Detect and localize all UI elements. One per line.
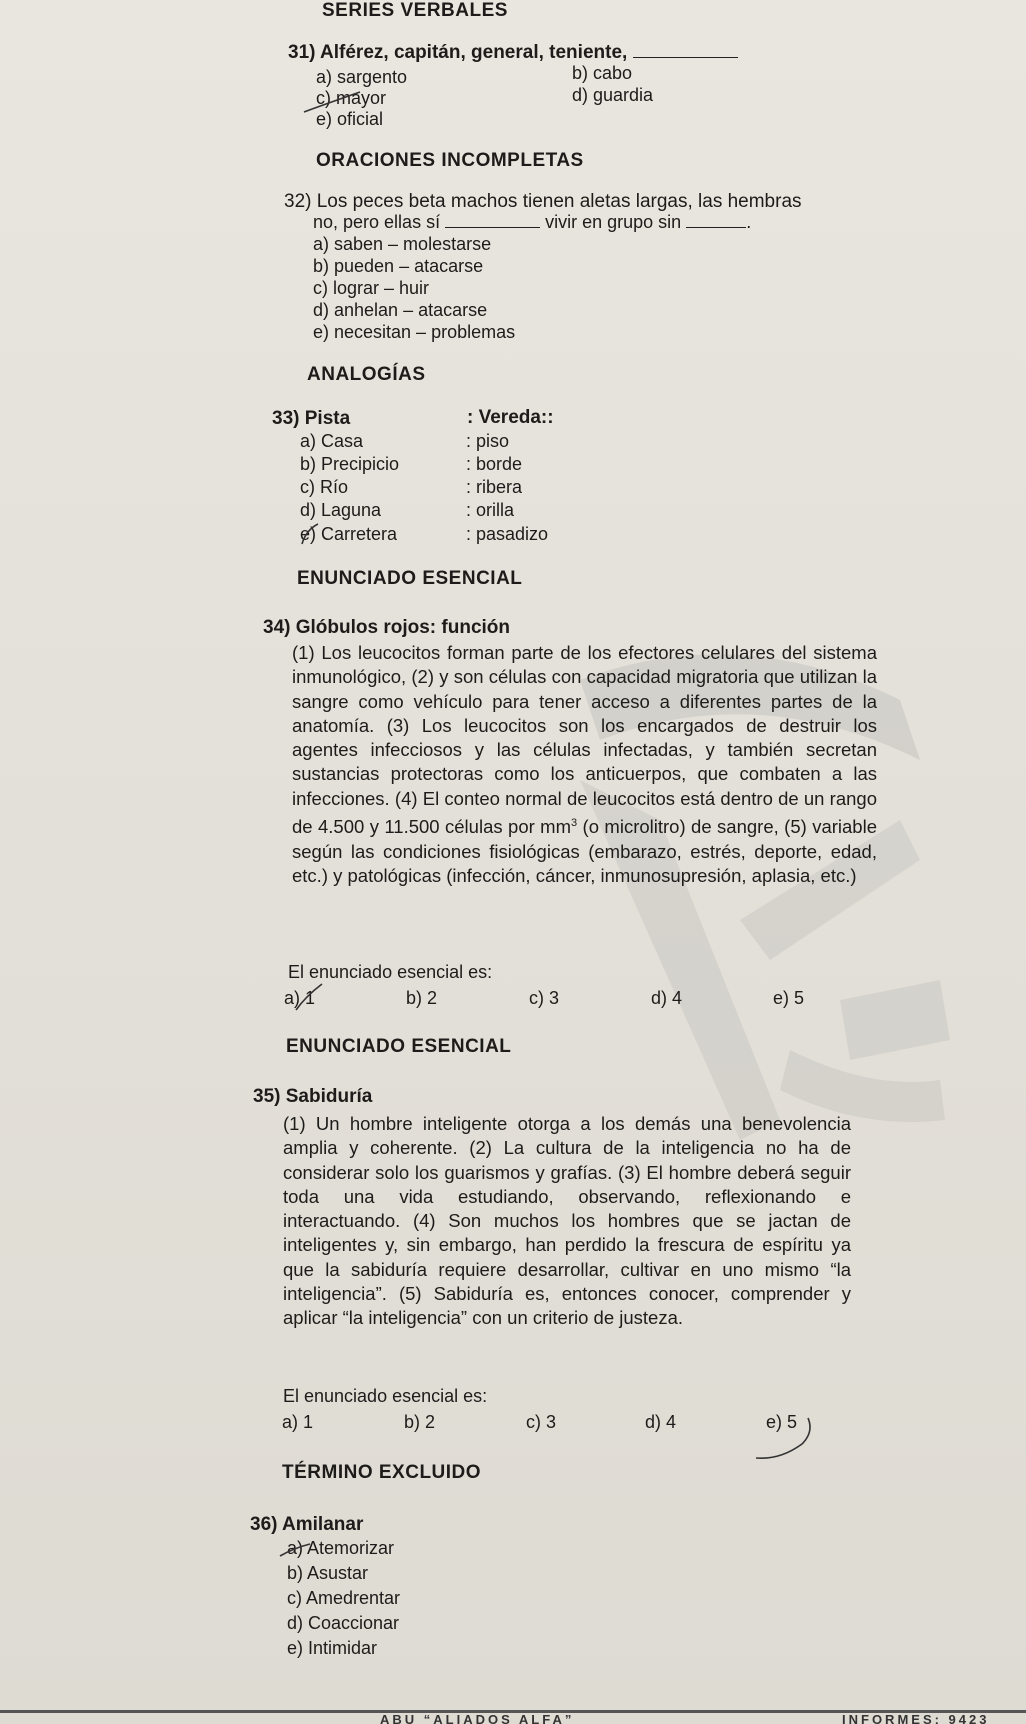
q31-option-b[interactable]: b) cabo bbox=[572, 63, 633, 83]
q32-option-a[interactable]: a) saben – molestarse bbox=[313, 234, 492, 254]
q31-text: 31) Alférez, capitán, general, teniente, bbox=[288, 42, 628, 63]
q31-blank bbox=[633, 43, 738, 58]
q32-blank-2 bbox=[686, 213, 746, 228]
q34-option-b[interactable]: b) 2 bbox=[406, 988, 438, 1008]
q35-option-a[interactable]: a) 1 bbox=[282, 1412, 314, 1432]
q32-text: 32) Los peces beta machos tienen aletas largas, las hembras bbox=[284, 191, 802, 212]
q31-option-e[interactable]: e) oficial bbox=[316, 109, 384, 129]
q36-option-b[interactable]: b) Asustar bbox=[287, 1563, 369, 1583]
q33-option-b-b: : borde bbox=[466, 454, 523, 474]
q33-option-a[interactable]: a) Casa bbox=[300, 431, 364, 451]
q33-title: 33) Pista bbox=[272, 408, 351, 429]
q36-option-d[interactable]: d) Coaccionar bbox=[287, 1613, 400, 1633]
q33-option-a-b: : piso bbox=[466, 431, 510, 451]
q35-option-b[interactable]: b) 2 bbox=[404, 1412, 436, 1432]
q32-title bbox=[284, 191, 802, 213]
q31-option-c[interactable]: c) mayor bbox=[316, 88, 387, 108]
q32-line2-a: no, pero ellas sí bbox=[313, 212, 441, 232]
q33-option-e-b: : pasadizo bbox=[466, 524, 549, 544]
section-series-verbales: SERIES VERBALES bbox=[322, 0, 508, 21]
q34-text-1: (1) Los leucocitos forman parte de los efectores celulares del sistema inmunológico, (2) y son células con capacidad migratoria que utilizan la sangre como vehículo para tener acceso a diferentes partes de la anatomía. (3) Los leucocitos son los encargados de destruir los agentes infecciosos y las células infectadas, y también secretan sustancias protectoras como los anticuerpos, que combaten a las infecciones. (4) El conteo normal de leucocitos está dentro de un rango de 4.500 y 11.500 células por mm bbox=[292, 642, 877, 838]
q34-paragraph bbox=[292, 641, 877, 888]
q35-paragraph: (1) Un hombre inteligente otorga a los demás una benevolencia amplia y coherente. (2) La cultura de la inteligencia no ha de considerar solo los guarismos y grafías. (3) El hombre deberá seguir toda una vida estudiando, observando, reflexionando e interactuando. (4) Son muchos los hombres que se jactan de inteligentes y, sin embargo, han perdido la frescura de espíritu ya que la sabiduría requiere desarrollar, cultivar en uno mismo “la inteligencia”. (5) Sabiduría es, entonces conocer, comprender y aplicar “la inteligencia” con un criterio de justeza. bbox=[283, 1113, 851, 1329]
q32-option-b[interactable]: b) pueden – atacarse bbox=[313, 256, 484, 276]
q32-option-e[interactable]: e) necesitan – problemas bbox=[313, 322, 516, 342]
q35-option-e[interactable]: e) 5 bbox=[766, 1412, 798, 1432]
q32-option-d[interactable]: d) anhelan – atacarse bbox=[313, 300, 488, 320]
q35-prompt: El enunciado esencial es: bbox=[283, 1386, 488, 1406]
q33-option-d-b: : orilla bbox=[466, 500, 515, 520]
q34-prompt: El enunciado esencial es: bbox=[288, 962, 493, 982]
q34-title: 34) Glóbulos rojos: función bbox=[263, 617, 510, 638]
q33-option-c[interactable]: c) Río bbox=[300, 477, 349, 497]
q34-option-d[interactable]: d) 4 bbox=[651, 988, 683, 1008]
q34-option-e[interactable]: e) 5 bbox=[773, 988, 805, 1008]
q31-title bbox=[288, 42, 738, 64]
section-enunciado-esencial-2: ENUNCIADO ESENCIAL bbox=[286, 1036, 512, 1057]
q33-option-d[interactable]: d) Laguna bbox=[300, 500, 382, 520]
q31-option-a[interactable]: a) sargento bbox=[316, 67, 408, 87]
q36-option-a[interactable]: a) Atemorizar bbox=[287, 1538, 395, 1558]
q32-blank-1 bbox=[445, 213, 540, 228]
q32-line2-b: vivir en grupo sin bbox=[545, 212, 682, 232]
q35-title: 35) Sabiduría bbox=[253, 1086, 373, 1107]
section-enunciado-esencial-1: ENUNCIADO ESENCIAL bbox=[297, 568, 523, 589]
q32-line2 bbox=[313, 212, 751, 233]
footer-right-text: INFORMES: 9423 bbox=[842, 1712, 990, 1724]
q32-line2-c: . bbox=[746, 212, 752, 232]
q34-superscript: 3 bbox=[571, 817, 578, 830]
q34-option-c[interactable]: c) 3 bbox=[529, 988, 560, 1008]
section-oraciones-incompletas: ORACIONES INCOMPLETAS bbox=[316, 150, 584, 171]
section-analogias: ANALOGÍAS bbox=[307, 364, 426, 385]
footer-left-text: ABU “ALIADOS ALFA” bbox=[380, 1712, 575, 1724]
q32-option-c[interactable]: c) lograr – huir bbox=[313, 278, 430, 298]
q36-option-e[interactable]: e) Intimidar bbox=[287, 1638, 378, 1658]
q33-option-c-b: : ribera bbox=[466, 477, 523, 497]
q33-option-b[interactable]: b) Precipicio bbox=[300, 454, 400, 474]
q31-option-d[interactable]: d) guardia bbox=[572, 85, 654, 105]
q33-option-e[interactable]: e) Carretera bbox=[300, 524, 398, 544]
q33-pair: : Vereda:: bbox=[467, 407, 554, 428]
q35-option-d[interactable]: d) 4 bbox=[645, 1412, 677, 1432]
q34-option-a[interactable]: a) 1 bbox=[284, 988, 316, 1008]
q34-text-2: (o microlitro) de sangre, (5) variable según las condiciones fisiológicas (embarazo, estrés, deporte, edad, etc.) y patológicas (infección, cáncer, inmunosupresión, aplasia, etc.) bbox=[292, 816, 877, 886]
q36-option-c[interactable]: c) Amedrentar bbox=[287, 1588, 401, 1608]
section-termino-excluido: TÉRMINO EXCLUIDO bbox=[282, 1462, 482, 1483]
q35-option-c[interactable]: c) 3 bbox=[526, 1412, 557, 1432]
q36-title: 36) Amilanar bbox=[250, 1514, 364, 1535]
